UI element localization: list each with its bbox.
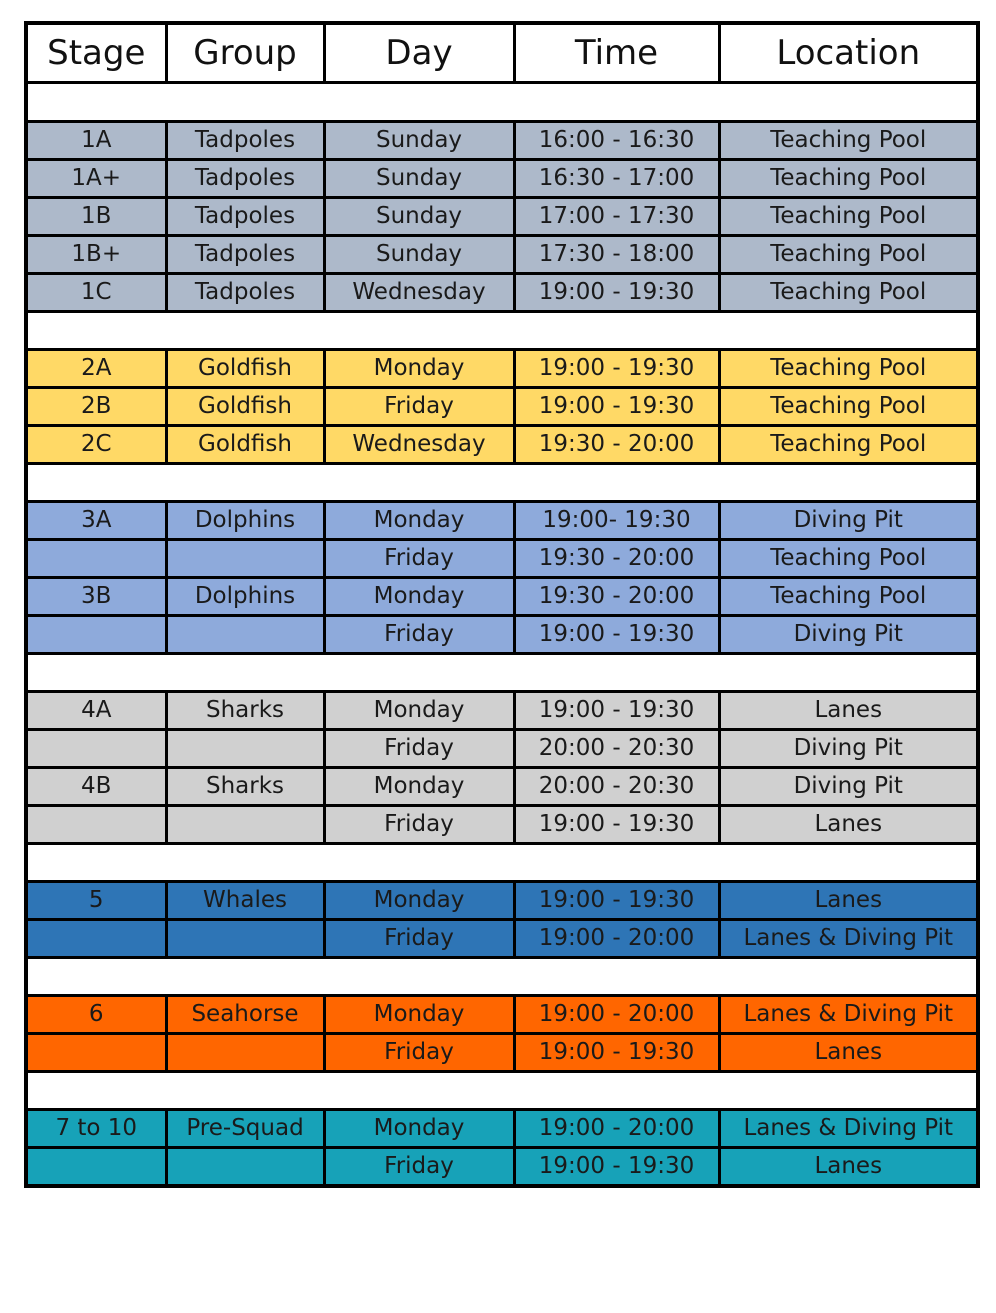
day-cell: Monday <box>324 1110 514 1148</box>
location-cell: Teaching Pool <box>719 540 978 578</box>
time-cell: 19:00 - 19:30 <box>514 274 719 312</box>
spacer-cell <box>26 1072 978 1110</box>
group-cell: Seahorse <box>166 996 324 1034</box>
stage-cell: 6 <box>26 996 166 1034</box>
stage-cell: 1B <box>26 198 166 236</box>
day-cell: Sunday <box>324 198 514 236</box>
group-cell: Tadpoles <box>166 236 324 274</box>
location-cell: Teaching Pool <box>719 198 978 236</box>
table-row <box>26 160 978 198</box>
stage-cell: 4B <box>26 768 166 806</box>
time-cell: 19:00 - 19:30 <box>514 388 719 426</box>
stage-cell <box>26 616 166 654</box>
location-cell: Teaching Pool <box>719 350 978 388</box>
group-cell <box>166 1034 324 1072</box>
swim-schedule-table <box>24 21 980 1188</box>
day-cell: Friday <box>324 540 514 578</box>
time-cell: 19:30 - 20:00 <box>514 578 719 616</box>
location-cell: Teaching Pool <box>719 578 978 616</box>
day-cell: Wednesday <box>324 274 514 312</box>
header-stage: Stage <box>26 23 166 83</box>
group-cell <box>166 730 324 768</box>
day-cell: Sunday <box>324 122 514 160</box>
stage-cell: 1C <box>26 274 166 312</box>
table-row <box>26 692 978 730</box>
spacer-row <box>26 844 978 882</box>
location-cell: Lanes & Diving Pit <box>719 920 978 958</box>
spacer-row <box>26 1072 978 1110</box>
day-cell: Friday <box>324 616 514 654</box>
stage-cell: 3B <box>26 578 166 616</box>
group-cell <box>166 540 324 578</box>
spacer-row <box>26 312 978 350</box>
time-cell: 17:30 - 18:00 <box>514 236 719 274</box>
table-row <box>26 1148 978 1187</box>
spacer-cell <box>26 464 978 502</box>
time-cell: 19:00 - 20:00 <box>514 920 719 958</box>
time-cell: 19:00 - 20:00 <box>514 996 719 1034</box>
group-cell <box>166 616 324 654</box>
time-cell: 19:00 - 19:30 <box>514 806 719 844</box>
group-cell: Dolphins <box>166 578 324 616</box>
stage-cell <box>26 920 166 958</box>
table-row <box>26 1110 978 1148</box>
table-row <box>26 1034 978 1072</box>
table-row <box>26 920 978 958</box>
schedule-body <box>26 83 978 1187</box>
table-row <box>26 122 978 160</box>
header-day: Day <box>324 23 514 83</box>
location-cell: Lanes <box>719 882 978 920</box>
stage-cell: 1B+ <box>26 236 166 274</box>
time-cell: 19:00 - 20:00 <box>514 1110 719 1148</box>
day-cell: Wednesday <box>324 426 514 464</box>
table-row <box>26 540 978 578</box>
location-cell: Lanes <box>719 1034 978 1072</box>
stage-cell: 7 to 10 <box>26 1110 166 1148</box>
day-cell: Monday <box>324 996 514 1034</box>
time-cell: 20:00 - 20:30 <box>514 768 719 806</box>
table-row <box>26 882 978 920</box>
stage-cell <box>26 806 166 844</box>
stage-cell: 2C <box>26 426 166 464</box>
location-cell: Lanes <box>719 692 978 730</box>
table-row <box>26 996 978 1034</box>
stage-cell <box>26 1148 166 1187</box>
spacer-row <box>26 83 978 122</box>
time-cell: 19:00 - 19:30 <box>514 1034 719 1072</box>
day-cell: Friday <box>324 920 514 958</box>
time-cell: 17:00 - 17:30 <box>514 198 719 236</box>
day-cell: Monday <box>324 692 514 730</box>
location-cell: Teaching Pool <box>719 236 978 274</box>
location-cell: Diving Pit <box>719 502 978 540</box>
spacer-cell <box>26 654 978 692</box>
header-time: Time <box>514 23 719 83</box>
stage-cell <box>26 540 166 578</box>
group-cell: Tadpoles <box>166 122 324 160</box>
day-cell: Monday <box>324 882 514 920</box>
time-cell: 19:00 - 19:30 <box>514 616 719 654</box>
location-cell: Lanes & Diving Pit <box>719 996 978 1034</box>
group-cell: Tadpoles <box>166 274 324 312</box>
group-cell: Tadpoles <box>166 160 324 198</box>
group-cell: Pre-Squad <box>166 1110 324 1148</box>
header-location: Location <box>719 23 978 83</box>
day-cell: Sunday <box>324 236 514 274</box>
group-cell: Tadpoles <box>166 198 324 236</box>
day-cell: Friday <box>324 730 514 768</box>
group-cell <box>166 920 324 958</box>
time-cell: 19:00- 19:30 <box>514 502 719 540</box>
table-row <box>26 236 978 274</box>
time-cell: 19:00 - 19:30 <box>514 882 719 920</box>
group-cell: Goldfish <box>166 426 324 464</box>
spacer-cell <box>26 844 978 882</box>
time-cell: 19:30 - 20:00 <box>514 540 719 578</box>
group-cell: Whales <box>166 882 324 920</box>
day-cell: Friday <box>324 806 514 844</box>
table-row <box>26 502 978 540</box>
table-row <box>26 426 978 464</box>
day-cell: Monday <box>324 768 514 806</box>
location-cell: Teaching Pool <box>719 426 978 464</box>
stage-cell <box>26 1034 166 1072</box>
location-cell: Teaching Pool <box>719 388 978 426</box>
stage-cell <box>26 730 166 768</box>
table-row <box>26 806 978 844</box>
location-cell: Lanes <box>719 1148 978 1187</box>
stage-cell: 1A+ <box>26 160 166 198</box>
stage-cell: 2A <box>26 350 166 388</box>
time-cell: 16:30 - 17:00 <box>514 160 719 198</box>
location-cell: Teaching Pool <box>719 160 978 198</box>
spacer-cell <box>26 958 978 996</box>
location-cell: Teaching Pool <box>719 274 978 312</box>
header-group: Group <box>166 23 324 83</box>
group-cell: Sharks <box>166 692 324 730</box>
group-cell <box>166 806 324 844</box>
day-cell: Sunday <box>324 160 514 198</box>
table-row <box>26 730 978 768</box>
day-cell: Monday <box>324 578 514 616</box>
day-cell: Friday <box>324 1034 514 1072</box>
location-cell: Lanes <box>719 806 978 844</box>
table-row <box>26 274 978 312</box>
table-row <box>26 198 978 236</box>
stage-cell: 3A <box>26 502 166 540</box>
group-cell <box>166 1148 324 1187</box>
spacer-row <box>26 958 978 996</box>
location-cell: Diving Pit <box>719 616 978 654</box>
table-row <box>26 350 978 388</box>
time-cell: 19:30 - 20:00 <box>514 426 719 464</box>
group-cell: Goldfish <box>166 350 324 388</box>
table-row <box>26 578 978 616</box>
spacer-cell <box>26 83 978 122</box>
stage-cell: 1A <box>26 122 166 160</box>
group-cell: Dolphins <box>166 502 324 540</box>
table-row <box>26 616 978 654</box>
group-cell: Sharks <box>166 768 324 806</box>
location-cell: Teaching Pool <box>719 122 978 160</box>
location-cell: Diving Pit <box>719 730 978 768</box>
time-cell: 19:00 - 19:30 <box>514 692 719 730</box>
time-cell: 16:00 - 16:30 <box>514 122 719 160</box>
day-cell: Friday <box>324 388 514 426</box>
stage-cell: 2B <box>26 388 166 426</box>
header-row <box>26 23 978 83</box>
spacer-row <box>26 654 978 692</box>
time-cell: 19:00 - 19:30 <box>514 350 719 388</box>
day-cell: Monday <box>324 502 514 540</box>
time-cell: 19:00 - 19:30 <box>514 1148 719 1187</box>
location-cell: Diving Pit <box>719 768 978 806</box>
day-cell: Monday <box>324 350 514 388</box>
table-row <box>26 388 978 426</box>
spacer-cell <box>26 312 978 350</box>
spacer-row <box>26 464 978 502</box>
table-row <box>26 768 978 806</box>
time-cell: 20:00 - 20:30 <box>514 730 719 768</box>
stage-cell: 4A <box>26 692 166 730</box>
stage-cell: 5 <box>26 882 166 920</box>
group-cell: Goldfish <box>166 388 324 426</box>
day-cell: Friday <box>324 1148 514 1187</box>
location-cell: Lanes & Diving Pit <box>719 1110 978 1148</box>
